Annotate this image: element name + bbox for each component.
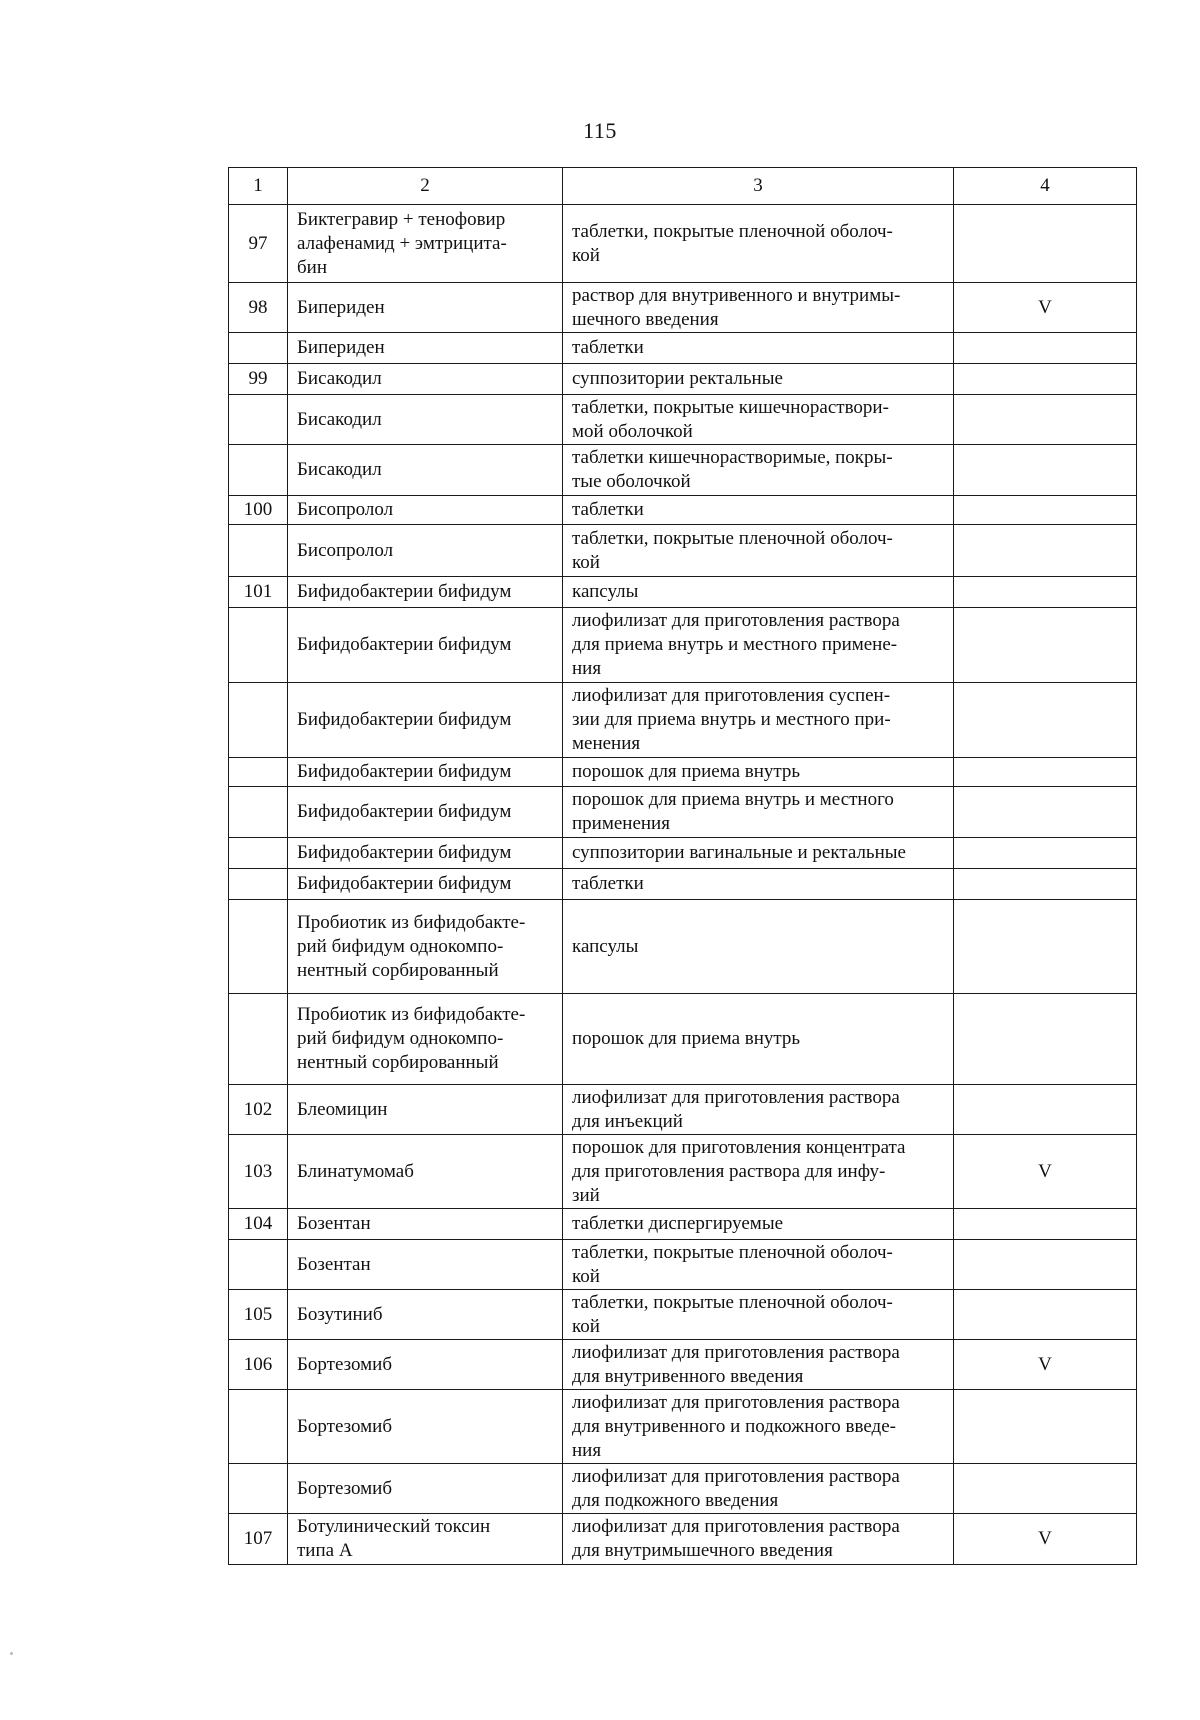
dosage-form-cell (563, 900, 954, 994)
mark-cell (954, 994, 1137, 1085)
row-number-cell-text: 101 (243, 581, 273, 602)
mark-cell (954, 1514, 1137, 1565)
row-number-cell (229, 1135, 288, 1209)
dosage-form-cell-text: таблетки кишечнорастворимые, покры- тые оболочкой (572, 447, 893, 492)
dosage-form-cell-text: таблетки, покрытые пленочной оболоч- кой (572, 220, 893, 266)
drug-name-cell-text: Бипериден (297, 337, 385, 358)
table-row (229, 1135, 1137, 1209)
row-number-cell-text: 103 (243, 1160, 273, 1182)
row-number-cell-text: 97 (248, 232, 268, 254)
dosage-form-cell-text: порошок для приема внутрь (572, 1028, 801, 1049)
mark-cell (954, 496, 1137, 525)
dosage-form-cell (563, 683, 954, 758)
dosage-form-cell (563, 787, 954, 838)
drug-name-cell (288, 577, 563, 608)
row-number-cell (229, 608, 288, 683)
drug-name-cell (288, 364, 563, 395)
drug-name-cell (288, 1464, 563, 1514)
drug-name-cell-text: Бифидобактерии бифидум (297, 634, 512, 655)
dosage-form-cell (563, 1240, 954, 1290)
table-row (229, 525, 1137, 577)
drug-name-cell (288, 1290, 563, 1340)
table-row (229, 333, 1137, 364)
drug-name-cell-text: Бисакодил (297, 368, 382, 389)
row-number-cell (229, 1290, 288, 1340)
drug-name-cell-text: Бозентан (297, 1213, 371, 1234)
table-row (229, 683, 1137, 758)
drug-name-cell (288, 838, 563, 869)
header-col-4: 4 (954, 168, 1137, 205)
drug-name-cell (288, 869, 563, 900)
drug-name-cell-text: Биктегравир + тенофовир алафенамид + эмтрицита- бин (297, 208, 507, 278)
drug-name-cell (288, 608, 563, 683)
dosage-form-cell-text: суппозитории ректальные (572, 368, 783, 389)
table-body (229, 205, 1137, 1565)
row-number-cell (229, 683, 288, 758)
dosage-form-cell-text: лиофилизат для приготовления раствора для инъекций (572, 1086, 900, 1132)
drug-name-cell (288, 525, 563, 577)
drug-name-cell-text: Бисакодил (297, 408, 382, 430)
dosage-form-cell-text: капсулы (572, 935, 639, 957)
mark-cell (954, 608, 1137, 683)
mark-cell-text: V (1038, 1160, 1052, 1182)
drug-name-cell-text: Бифидобактерии бифидум (297, 709, 512, 730)
row-number-cell (229, 333, 288, 364)
mark-cell (954, 364, 1137, 395)
table-row (229, 994, 1137, 1085)
drug-name-cell (288, 1514, 563, 1565)
dosage-form-cell-text: порошок для приема внутрь и местного применения (572, 789, 894, 834)
dosage-form-cell-text: лиофилизат для приготовления раствора для подкожного введения (572, 1465, 900, 1511)
dosage-form-cell (563, 1390, 954, 1464)
drug-name-cell (288, 1390, 563, 1464)
mark-cell (954, 445, 1137, 496)
dosage-form-cell (563, 1290, 954, 1340)
drug-name-cell-text: Бозутиниб (297, 1303, 383, 1325)
table-row (229, 445, 1137, 496)
table-row (229, 1290, 1137, 1340)
dosage-form-cell (563, 1464, 954, 1514)
drug-name-cell-text: Бортезомиб (297, 1477, 393, 1499)
drug-name-cell (288, 900, 563, 994)
dosage-form-cell-text: лиофилизат для приготовления раствора для внутривенного и подкожного введе- ния (572, 1391, 900, 1461)
row-number-cell-text: 102 (243, 1098, 273, 1120)
table-row (229, 1340, 1137, 1390)
row-number-cell (229, 1340, 288, 1390)
drug-name-cell (288, 1135, 563, 1209)
mark-cell (954, 1390, 1137, 1464)
dosage-form-cell (563, 994, 954, 1085)
table-row (229, 608, 1137, 683)
table-row (229, 395, 1137, 445)
drug-name-cell-text: Бисакодил (297, 459, 382, 480)
dosage-form-cell (563, 869, 954, 900)
dosage-form-cell-text: таблетки (572, 873, 644, 894)
drug-name-cell (288, 1340, 563, 1390)
dosage-form-cell-text: таблетки (572, 499, 644, 520)
dosage-form-cell (563, 283, 954, 333)
table-row (229, 205, 1137, 283)
table-row (229, 1085, 1137, 1135)
drug-name-cell-text: Бортезомиб (297, 1353, 393, 1375)
mark-cell (954, 205, 1137, 283)
dosage-form-cell-text: таблетки, покрытые пленочной оболоч- кой (572, 1241, 893, 1287)
mark-cell (954, 1135, 1137, 1209)
table-row (229, 838, 1137, 869)
dosage-form-cell (563, 608, 954, 683)
table-row (229, 1240, 1137, 1290)
drug-name-cell-text: Бортезомиб (297, 1415, 393, 1437)
row-number-cell (229, 1464, 288, 1514)
scan-speck (10, 1652, 13, 1655)
row-number-cell (229, 869, 288, 900)
drug-name-cell (288, 205, 563, 283)
mark-cell (954, 900, 1137, 994)
drug-name-cell-text: Бисопролол (297, 499, 394, 520)
mark-cell (954, 577, 1137, 608)
table-row (229, 869, 1137, 900)
dosage-form-cell (563, 838, 954, 869)
dosage-form-cell (563, 1135, 954, 1209)
row-number-cell-text: 100 (243, 499, 273, 520)
drug-name-cell-text: Бипериден (297, 296, 385, 318)
row-number-cell (229, 994, 288, 1085)
dosage-form-cell (563, 577, 954, 608)
row-number-cell-text: 99 (248, 368, 268, 389)
mark-cell-text: V (1038, 296, 1052, 318)
mark-cell-text: V (1038, 1528, 1052, 1549)
row-number-cell (229, 900, 288, 994)
mark-cell (954, 1290, 1137, 1340)
mark-cell-text: V (1038, 1353, 1052, 1375)
mark-cell (954, 1240, 1137, 1290)
drug-name-cell (288, 683, 563, 758)
row-number-cell (229, 364, 288, 395)
row-number-cell (229, 1514, 288, 1565)
mark-cell (954, 787, 1137, 838)
row-number-cell (229, 1085, 288, 1135)
dosage-form-cell-text: капсулы (572, 581, 639, 602)
dosage-form-cell-text: суппозитории вагинальные и ректальные (572, 842, 906, 863)
mark-cell (954, 758, 1137, 787)
dosage-form-cell-text: лиофилизат для приготовления раствора для внутривенного введения (572, 1341, 900, 1387)
dosage-form-cell (563, 364, 954, 395)
row-number-cell-text: 105 (243, 1303, 273, 1325)
table-row (229, 900, 1137, 994)
row-number-cell (229, 445, 288, 496)
mark-cell (954, 1209, 1137, 1240)
dosage-form-cell-text: лиофилизат для приготовления суспен- зии для приема внутрь и местного при- менения (572, 685, 891, 754)
row-number-cell (229, 838, 288, 869)
mark-cell (954, 1464, 1137, 1514)
dosage-form-cell (563, 758, 954, 787)
dosage-form-cell (563, 445, 954, 496)
drug-name-cell-text: Бифидобактерии бифидум (297, 761, 512, 782)
mark-cell (954, 683, 1137, 758)
drug-name-cell (288, 1240, 563, 1290)
row-number-cell-text: 104 (243, 1213, 273, 1234)
drug-name-cell-text: Пробиотик из бифидобакте- рий бифидум однокомпо- нентный сорбированный (297, 911, 526, 981)
mark-cell (954, 1340, 1137, 1390)
drug-name-cell (288, 496, 563, 525)
table-row (229, 496, 1137, 525)
drug-name-cell-text: Бифидобактерии бифидум (297, 581, 512, 602)
dosage-form-cell (563, 395, 954, 445)
table-row (229, 1209, 1137, 1240)
drug-name-cell-text: Пробиотик из бифидобакте- рий бифидум однокомпо- нентный сорбированный (297, 1004, 526, 1073)
drug-name-cell (288, 994, 563, 1085)
mark-cell (954, 333, 1137, 364)
table-row (229, 758, 1137, 787)
row-number-cell (229, 1240, 288, 1290)
table-row (229, 1390, 1137, 1464)
row-number-cell-text: 106 (243, 1353, 273, 1375)
drug-name-cell (288, 1085, 563, 1135)
drug-name-cell-text: Ботулинический токсин типа А (297, 1516, 491, 1561)
table-row (229, 1514, 1137, 1565)
header-col-1: 1 (229, 168, 288, 205)
drug-name-cell (288, 283, 563, 333)
drug-name-cell (288, 395, 563, 445)
dosage-form-cell (563, 1514, 954, 1565)
mark-cell (954, 395, 1137, 445)
dosage-form-cell-text: лиофилизат для приготовления раствора для приема внутрь и местного примене- ния (572, 610, 900, 679)
row-number-cell-text: 107 (243, 1528, 273, 1549)
row-number-cell (229, 395, 288, 445)
table-row (229, 787, 1137, 838)
drug-name-cell-text: Блинатумомаб (297, 1160, 414, 1182)
drug-name-cell (288, 787, 563, 838)
mark-cell (954, 525, 1137, 577)
row-number-cell (229, 205, 288, 283)
drug-name-cell (288, 333, 563, 364)
table-row (229, 577, 1137, 608)
table-header-row (229, 168, 1137, 205)
dosage-form-cell (563, 1340, 954, 1390)
dosage-form-cell-text: порошок для приема внутрь (572, 761, 801, 782)
drug-name-cell-text: Бозентан (297, 1253, 371, 1275)
dosage-form-cell (563, 1085, 954, 1135)
dosage-form-cell (563, 1209, 954, 1240)
row-number-cell (229, 758, 288, 787)
dosage-form-cell (563, 525, 954, 577)
mark-cell (954, 838, 1137, 869)
row-number-cell (229, 496, 288, 525)
header-col-3: 3 (563, 168, 954, 205)
dosage-form-cell-text: порошок для приготовления концентрата для приготовления раствора для инфу- зий (572, 1136, 906, 1206)
drug-name-cell-text: Бифидобактерии бифидум (297, 873, 512, 894)
table-row (229, 1464, 1137, 1514)
mark-cell (954, 283, 1137, 333)
dosage-form-cell-text: таблетки, покрытые кишечнораствори- мой оболочкой (572, 396, 889, 442)
mark-cell (954, 1085, 1137, 1135)
drug-name-cell-text: Бифидобактерии бифидум (297, 842, 512, 863)
drug-name-cell-text: Блеомицин (297, 1098, 388, 1120)
dosage-form-cell-text: раствор для внутривенного и внутримы- шечного введения (572, 284, 901, 330)
dosage-form-cell-text: таблетки (572, 337, 644, 358)
dosage-form-cell (563, 205, 954, 283)
row-number-cell (229, 1390, 288, 1464)
row-number-cell-text: 98 (248, 296, 268, 318)
mark-cell (954, 869, 1137, 900)
drug-name-cell (288, 1209, 563, 1240)
drug-table (228, 167, 1137, 1565)
dosage-form-cell-text: таблетки, покрытые пленочной оболоч- кой (572, 1291, 893, 1337)
dosage-form-cell-text: таблетки, покрытые пленочной оболоч- кой (572, 527, 893, 573)
dosage-form-cell-text: таблетки диспергируемые (572, 1213, 784, 1234)
row-number-cell (229, 787, 288, 838)
row-number-cell (229, 1209, 288, 1240)
row-number-cell (229, 577, 288, 608)
table-row (229, 283, 1137, 333)
header-col-2: 2 (288, 168, 563, 205)
drug-name-cell-text: Бисопролол (297, 539, 394, 561)
dosage-form-cell (563, 333, 954, 364)
drug-name-cell-text: Бифидобактерии бифидум (297, 801, 512, 822)
drug-name-cell (288, 758, 563, 787)
drug-name-cell (288, 445, 563, 496)
row-number-cell (229, 525, 288, 577)
table-row (229, 364, 1137, 395)
row-number-cell (229, 283, 288, 333)
dosage-form-cell (563, 496, 954, 525)
dosage-form-cell-text: лиофилизат для приготовления раствора для внутримышечного введения (572, 1516, 900, 1561)
page-number: 115 (583, 118, 617, 143)
